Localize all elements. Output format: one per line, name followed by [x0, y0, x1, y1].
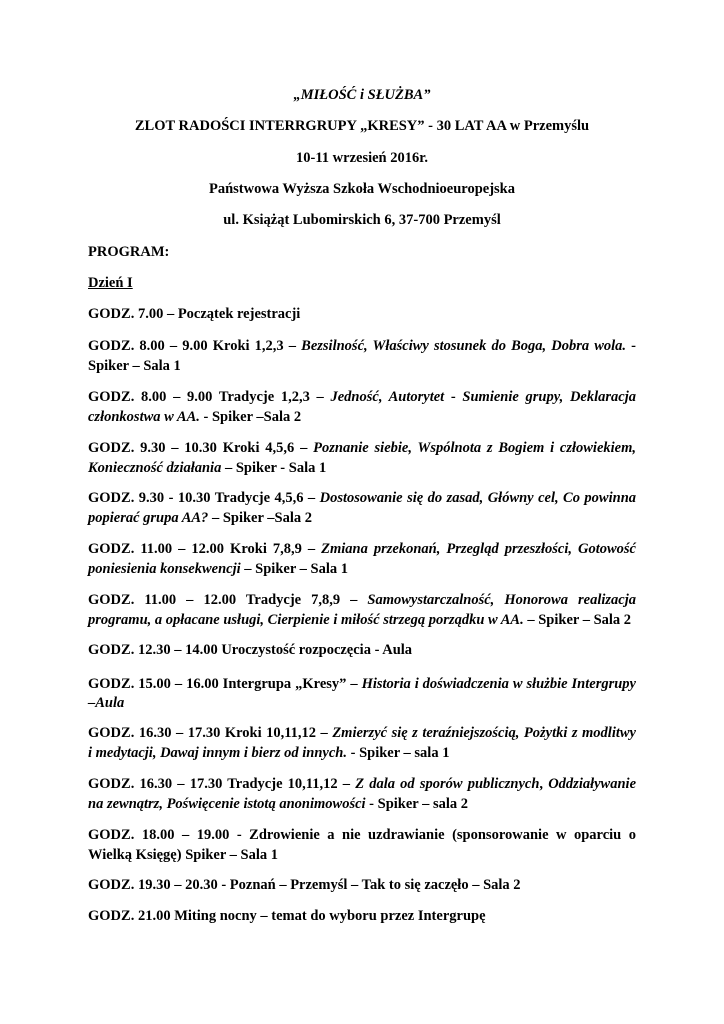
event-title: ZLOT RADOŚCI INTERRGRUPY „KRESY” - 30 LAT AA w Przemyślu: [134, 118, 590, 134]
schedule-item: [88, 592, 636, 609]
item-topic: Zmierzyć się z teraźniejszością, Pożytki z modlitwy: [332, 725, 636, 741]
item-time: GODZ. 9.30 - 10.30 Tradycje 4,5,6 –: [88, 490, 320, 506]
schedule-item-cont: [88, 358, 181, 375]
item-text: – Spiker –Sala 2: [208, 510, 312, 526]
item-topic: Oddziaływanie: [548, 776, 637, 792]
item-time: GODZ. 11.00 – 12.00 Tradycje 7,8,9 –: [88, 592, 368, 608]
item-text: Spiker – Sala 1: [88, 358, 181, 374]
item-text: GODZ. 7.00 – Początek rejestracji: [88, 306, 301, 322]
schedule-item: [88, 440, 636, 457]
item-topic: na zewnątrz, Poświęcenie istotą anonimowości: [88, 796, 366, 812]
item-topic: Bezsilność, Właściwy stosunek do Boga, Dobra wola.: [301, 338, 627, 354]
schedule-item-cont: [88, 796, 468, 813]
item-text: ,: [539, 776, 549, 792]
schedule-item: [88, 827, 636, 844]
item-topic: popierać grupa AA?: [88, 510, 209, 526]
item-topic: programu, a opłacane usługi, Cierpienie i miłość strzegą porządku w AA.: [88, 612, 524, 628]
item-topic: i medytacji, Dawaj innym i bierz od innych.: [88, 745, 347, 761]
item-text: -: [444, 389, 463, 405]
item-time: GODZ. 16.30 – 17.30 Kroki 10,11,12 –: [88, 725, 333, 741]
schedule-item: [88, 642, 412, 659]
item-text: GODZ. 21.00 Miting nocny – temat do wyboru przez Intergrupę: [88, 908, 486, 924]
item-topic: Dostosowanie się do zasad, Główny cel, Co powinna: [319, 490, 637, 506]
schedule-item: [88, 776, 636, 793]
item-time: GODZ. 8.00 – 9.00 Kroki 1,2,3 –: [88, 338, 302, 354]
schedule-item: [88, 490, 636, 507]
schedule-item-cont: [88, 695, 124, 712]
schedule-item: [88, 389, 636, 406]
item-topic: Konieczność działania: [88, 460, 222, 476]
event-dates: 10-11 wrzesień 2016r.: [296, 150, 428, 166]
item-text: - Spiker – sala 1: [347, 745, 450, 761]
item-time: GODZ. 8.00 – 9.00 Tradycje 1,2,3 –: [88, 389, 331, 405]
item-text: – Spiker - Sala 1: [221, 460, 327, 476]
item-text: - Spiker – sala 2: [365, 796, 469, 812]
motto: „MIŁOŚĆ i SŁUŻBA”: [293, 87, 431, 103]
schedule-item: [88, 541, 636, 558]
item-topic: Z dala od sporów publicznych: [355, 776, 540, 792]
item-text: – Spiker – Sala 2: [523, 612, 632, 628]
item-text: GODZ. 18.00 – 19.00 - Zdrowienie a nie uzdrawianie (sponsorowanie w oparciu o: [88, 827, 636, 843]
schedule-item-cont: [88, 510, 312, 527]
schedule-item-cont: [88, 409, 301, 426]
schedule-item-cont: [88, 745, 449, 762]
item-topic: –Aula: [88, 695, 125, 711]
item-text: GODZ. 19.30 – 20.30 - Poznań – Przemyśl – Tak to się zaczęło – Sala 2: [88, 877, 521, 893]
item-time: GODZ. 9.30 – 10.30 Kroki 4,5,6 –: [88, 440, 314, 456]
item-text: Wielką Księgę) Spiker – Sala 1: [88, 847, 278, 863]
day-heading: Dzień I: [88, 275, 133, 291]
schedule-item: [88, 908, 486, 925]
item-topic: członkostwa w AA.: [88, 409, 200, 425]
item-text: GODZ. 12.30 – 14.00 Uroczystość rozpoczęcia - Aula: [88, 642, 413, 658]
item-text: - Spiker –Sala 2: [199, 409, 302, 425]
program-heading: PROGRAM:: [88, 244, 170, 260]
item-topic: Zmiana przekonań, Przegląd przeszłości, Gotowość: [321, 541, 636, 557]
item-text: -: [626, 338, 636, 354]
item-topic: Sumienie grupy, Deklaracja: [462, 389, 636, 405]
item-topic: Historia i doświadczenia w służbie Intergrupy: [361, 676, 636, 692]
item-time: GODZ. 11.00 – 12.00 Kroki 7,8,9 –: [88, 541, 322, 557]
venue-address: ul. Książąt Lubomirskich 6, 37-700 Przemyśl: [223, 212, 501, 228]
schedule-item-cont: [88, 612, 631, 629]
item-time: GODZ. 16.30 – 17.30 Tradycje 10,11,12 –: [88, 776, 356, 792]
item-topic: poniesienia konsekwencji: [88, 561, 241, 577]
item-topic: Samowystarczalność, Honorowa realizacja: [367, 592, 636, 608]
item-topic: Jedność, Autorytet: [330, 389, 445, 405]
item-text: – Spiker – Sala 1: [240, 561, 348, 577]
item-time: GODZ. 15.00 – 16.00 Intergrupa „Kresy” –: [88, 676, 362, 692]
schedule-item: [88, 676, 636, 693]
schedule-item: [88, 877, 521, 894]
schedule-item: [88, 725, 636, 742]
schedule-item-cont: [88, 561, 348, 578]
schedule-item: [88, 338, 636, 355]
schedule-item-cont: [88, 847, 278, 864]
venue-name: Państwowa Wyższa Szkoła Wschodnioeuropejska: [208, 181, 515, 197]
schedule-item: [88, 306, 300, 323]
item-topic: Poznanie siebie, Wspólnota z Bogiem i człowiekiem,: [313, 440, 636, 456]
schedule-item-cont: [88, 460, 326, 477]
